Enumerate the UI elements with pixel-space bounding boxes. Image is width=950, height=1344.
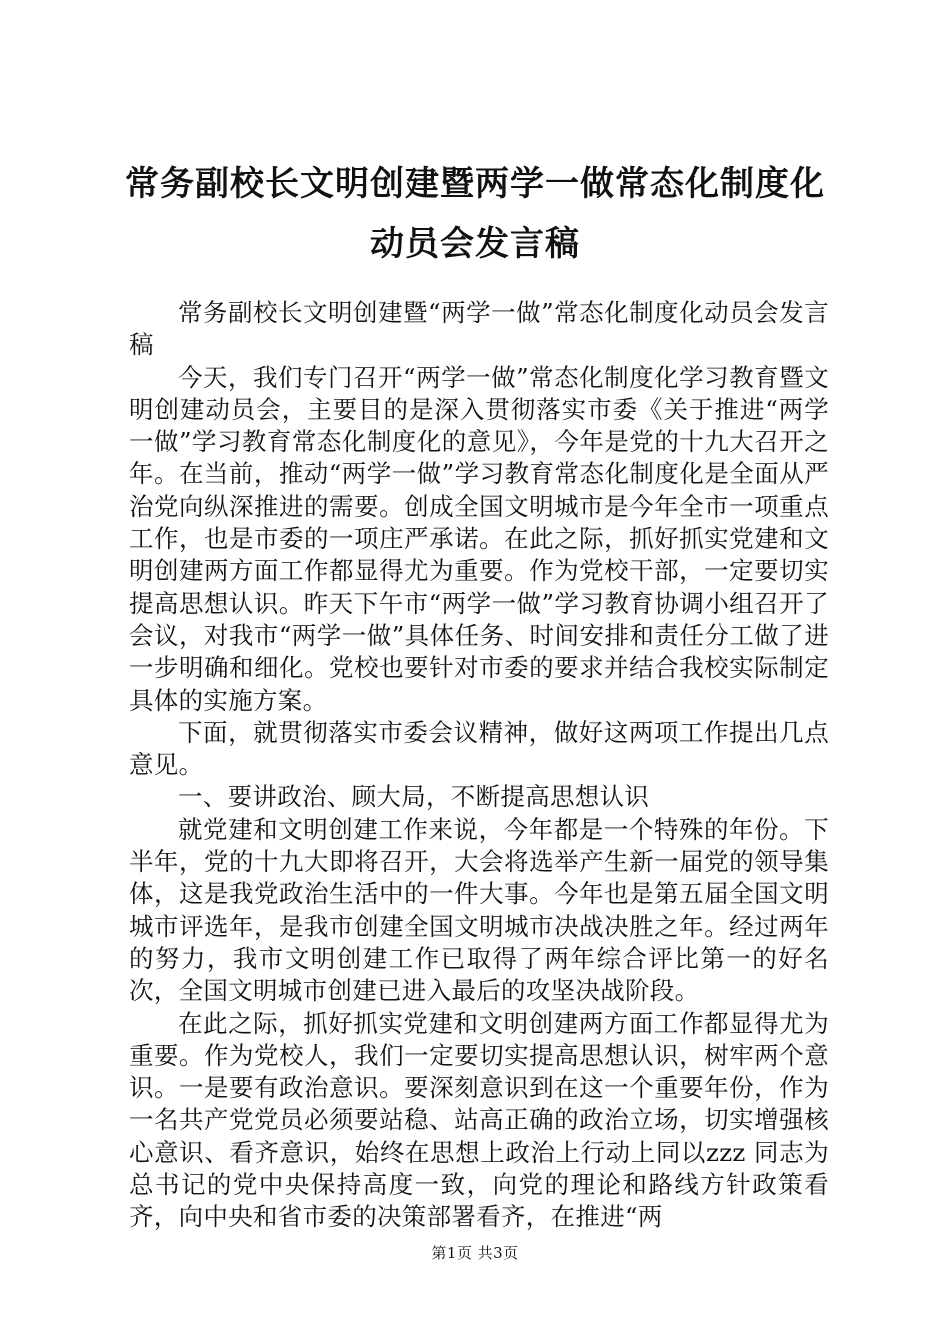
paragraph-political-awareness: 在此之际，抓好抓实党建和文明创建两方面工作都显得尤为重要。作为党校人，我们一定要切实提高思想认识，树牢两个意识。一是要有政治意识。要深刻意识到在这一个重要年份，作为一名共产党党员必须要站稳、站高正确的政治立场，切实增强核心意识、看齐意识，始终在思想上政治上行动上同以zzz 同志为总书记的党中央保持高度一致，向党的理论和路线方针政策看齐，向中央和省市委的决策部署看齐，在推进“两 [129, 1008, 829, 1232]
paragraph-opinions-lead: 下面，就贯彻落实市委会议精神，做好这两项工作提出几点意见。 [129, 717, 829, 780]
paragraph-subtitle: 常务副校长文明创建暨“两学一做”常态化制度化动员会发言稿 [129, 298, 829, 360]
paragraph-intro: 今天，我们专门召开“两学一做”常态化制度化学习教育暨文明创建动员会，主要目的是深入贯彻落实市委《关于推进“两学一做”学习教育常态化制度化的意见》，今年是党的十九大召开之年。在当前，推动“两学一做”学习教育常态化制度化是全面从严治党向纵深推进的需要。创成全国文明城市是今年全市一项重点工作，也是市委的一项庄严承诺。在此之际，抓好抓实党建和文明创建两方面工作都显得尤为重要。作为党校干部，一定要切实提高思想认识。昨天下午市“两学一做”学习教育协调小组召开了会议，对我市“两学一做”具体任务、时间安排和责任分工做了进一步明确和细化。党校也要针对市委的要求并结合我校实际制定具体的实施方案。 [129, 362, 830, 715]
section-heading-1: 一、要讲政治、顾大局，不断提高思想认识 [178, 782, 650, 812]
document-body [129, 297, 829, 1234]
paragraph-special-year: 就党建和文明创建工作来说，今年都是一个特殊的年份。下半年，党的十九大即将召开，大会将选举产生新一届党的领导集体，这是我党政治生活中的一件大事。今年也是第五届全国文明城市评选年，是我市创建全国文明城市决战决胜之年。经过两年的努力，我市文明创建工作已取得了两年综合评比第一的好名次，全国文明城市创建已进入最后的攻坚决战阶段。 [129, 814, 829, 1006]
page-footer: 第1页 共3页 [431, 1244, 519, 1262]
document-title-line-2: 动员会发言稿 [370, 224, 580, 264]
document-title-line-1: 常务副校长文明创建暨两学一做常态化制度化 [125, 164, 825, 204]
